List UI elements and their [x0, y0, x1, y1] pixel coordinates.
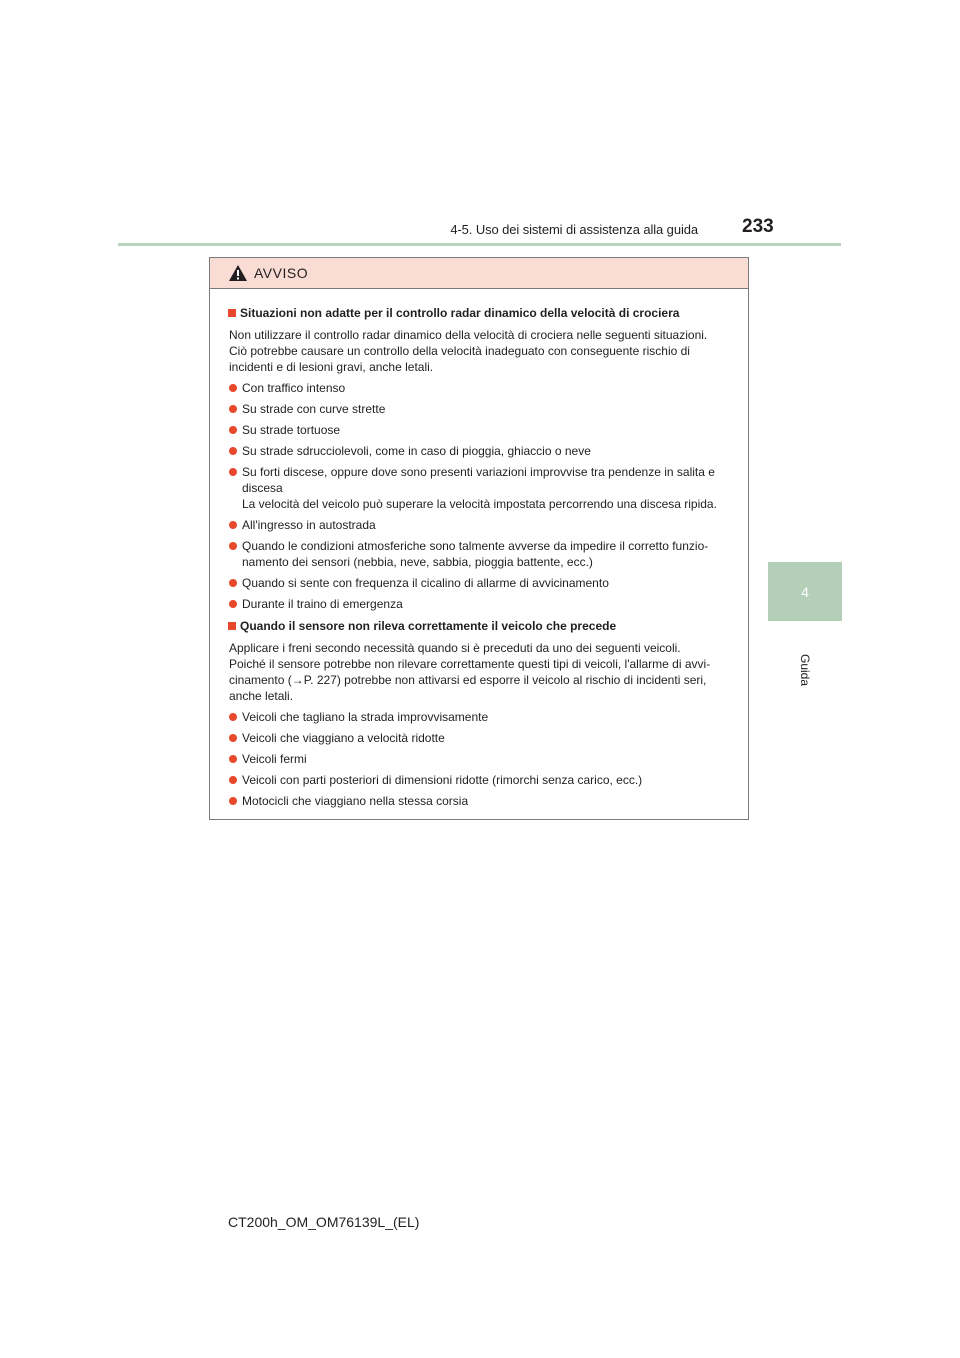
list-item-line: Veicoli fermi: [242, 752, 307, 766]
section-heading: [228, 618, 741, 634]
list-item-line: Su strade con curve strette: [242, 402, 386, 416]
list-item-line: Su forti discese, oppure dove sono presenti variazioni improvvise tra pendenze in salita e: [242, 465, 715, 479]
list-item-text: [242, 538, 708, 570]
list-item-text: [242, 517, 376, 533]
bullet-dot-icon: [229, 755, 237, 763]
list-item-text: [242, 422, 340, 438]
list-item-text: [242, 772, 642, 788]
intro-line: Applicare i freni secondo necessità quando si è preceduti da uno dei seguenti veicoli.: [229, 641, 681, 655]
list-item-line: Veicoli con parti posteriori di dimensioni ridotte (rimorchi senza carico, ecc.): [242, 773, 643, 787]
list-item-line: La velocità del veicolo può superare la velocità impostata percorrendo una discesa ripida.: [242, 497, 717, 511]
bullet-dot-icon: [229, 734, 237, 742]
list-item-text: [242, 730, 445, 746]
warning-body: [210, 289, 748, 809]
list-item: [228, 517, 741, 533]
bullet-dot-icon: [229, 579, 237, 587]
list-item: [228, 380, 741, 396]
list-item-line: discesa: [242, 481, 283, 495]
list-item-text: [242, 596, 403, 612]
intro-line: Ciò potrebbe causare un controllo della velocità inadeguato con conseguente rischio di: [229, 344, 690, 358]
list-item-text: [242, 575, 609, 591]
warning-title: AVVISO: [254, 265, 309, 281]
list-item: [228, 709, 741, 725]
section-heading: [228, 305, 741, 321]
chapter-number: 4: [801, 583, 809, 600]
section-title: 4-5. Uso dei sistemi di assistenza alla guida: [450, 222, 698, 237]
list-item-line: Veicoli che viaggiano a velocità ridotte: [242, 731, 445, 745]
list-item-line: Quando le condizioni atmosferiche sono talmente avverse da impedire il corretto funzio-: [242, 539, 709, 553]
list-item: [228, 538, 741, 570]
list-item-text: [242, 793, 468, 809]
bullet-dot-icon: [229, 384, 237, 392]
section-intro: [228, 640, 741, 704]
header-divider: [118, 243, 841, 246]
chapter-label: Guida: [798, 653, 812, 687]
bullet-dot-icon: [229, 521, 237, 529]
list-item-line: Quando si sente con frequenza il cicalino di allarme di avvicinamento: [242, 576, 609, 590]
list-item-text: [242, 401, 385, 417]
bullet-dot-icon: [229, 468, 237, 476]
list-item: [228, 793, 741, 809]
square-bullet-icon: [228, 622, 236, 630]
list-item-line: Motocicli che viaggiano nella stessa corsia: [242, 794, 469, 808]
section-sensor-detection: [228, 618, 741, 809]
list-item-text: [242, 380, 345, 396]
chapter-tab[interactable]: [768, 562, 842, 621]
bullet-dot-icon: [229, 542, 237, 550]
bullet-dot-icon: [229, 447, 237, 455]
page-number: 233: [742, 216, 774, 237]
list-item-text: [242, 464, 717, 512]
section-intro: [228, 327, 741, 375]
bullet-dot-icon: [229, 797, 237, 805]
list-item: [228, 422, 741, 438]
bullet-dot-icon: [229, 776, 237, 784]
warning-box: [209, 257, 749, 820]
intro-line: Non utilizzare il controllo radar dinamico della velocità di crociera nelle seguenti situazioni.: [229, 328, 708, 342]
intro-line: cinamento (→P. 227) potrebbe non attivarsi ed esporre il veicolo al rischio di incidenti seri,: [229, 673, 707, 687]
list-item: [228, 751, 741, 767]
square-bullet-icon: [228, 309, 236, 317]
bullet-dot-icon: [229, 600, 237, 608]
list-item: [228, 772, 741, 788]
list-item: [228, 575, 741, 591]
list-item-line: Veicoli che tagliano la strada improvvisamente: [242, 710, 489, 724]
warning-header: [210, 258, 748, 289]
document-code: CT200h_OM_OM76139L_(EL): [228, 1214, 420, 1230]
bullet-dot-icon: [229, 713, 237, 721]
list-item: [228, 596, 741, 612]
section-heading-text: Quando il sensore non rileva correttamente il veicolo che precede: [240, 619, 617, 633]
list-item-text: [242, 751, 307, 767]
list-item: [228, 443, 741, 459]
list-item-line: All'ingresso in autostrada: [242, 518, 376, 532]
warning-triangle-icon: [228, 264, 248, 282]
list-item-text: [242, 443, 591, 459]
list-item-line: Su strade sdrucciolevoli, come in caso di pioggia, ghiaccio o neve: [242, 444, 591, 458]
section-heading-text: Situazioni non adatte per il controllo radar dinamico della velocità di crociera: [240, 306, 680, 320]
intro-line: anche letali.: [229, 689, 294, 703]
bullet-dot-icon: [229, 426, 237, 434]
list-item: [228, 730, 741, 746]
intro-line: Poiché il sensore potrebbe non rilevare correttamente questi tipi di veicoli, l'allarme di avvi-: [229, 657, 711, 671]
intro-line: incidenti e di lesioni gravi, anche letali.: [229, 360, 434, 374]
list-item-line: Su strade tortuose: [242, 423, 341, 437]
list-item-text: [242, 709, 488, 725]
section-unsuitable-situations: [228, 305, 741, 612]
list-item-line: Con traffico intenso: [242, 381, 346, 395]
list-item: [228, 464, 741, 512]
list-item-line: namento dei sensori (nebbia, neve, sabbia, pioggia battente, ecc.): [242, 555, 593, 569]
list-item: [228, 401, 741, 417]
bullet-dot-icon: [229, 405, 237, 413]
list-item-line: Durante il traino di emergenza: [242, 597, 403, 611]
